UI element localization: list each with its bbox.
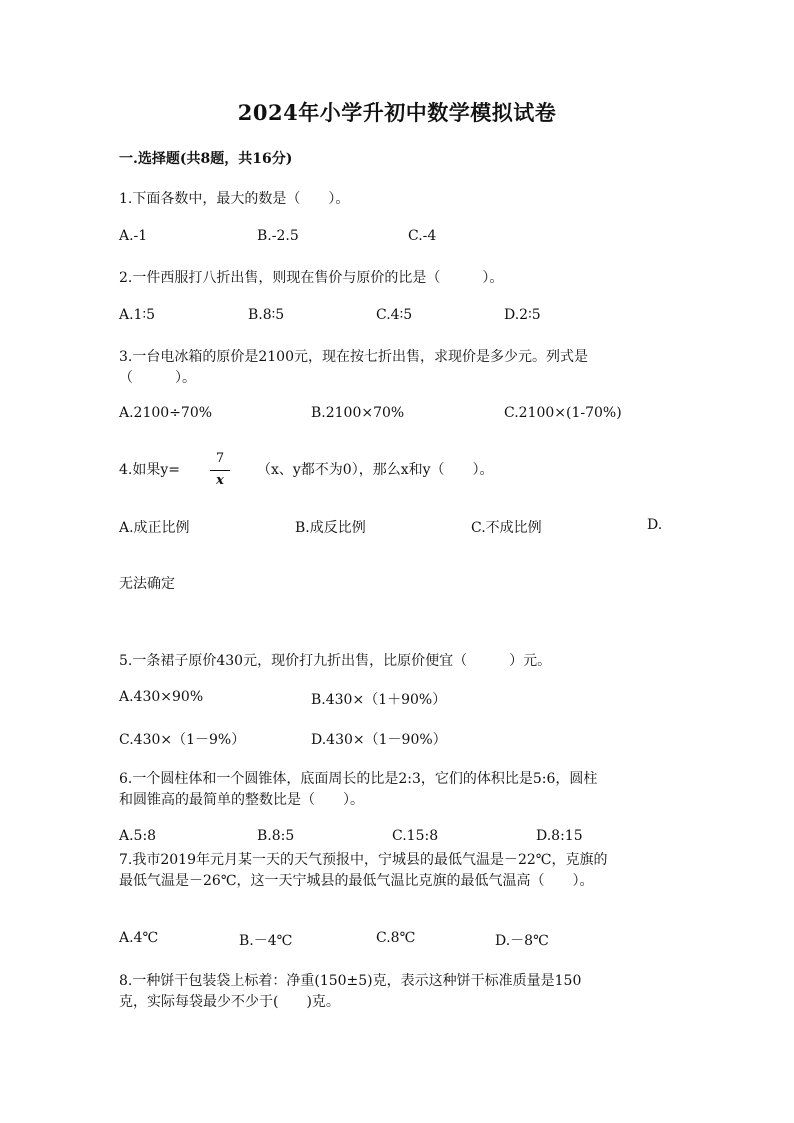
question-3-stem-line-2: （ ）。 (119, 370, 196, 386)
question-4-option-c: C.不成比例 (471, 520, 542, 536)
question-2-option-d: D.2∶5 (504, 307, 541, 323)
question-2-stem: 2.一件西服打八折出售，则现在售价与原价的比是（ ）。 (119, 270, 504, 286)
question-2-option-c: C.4∶5 (376, 307, 413, 323)
section-heading: 一.选择题(共8题，共16分) (119, 151, 293, 167)
question-1-stem: 1.下面各数中，最大的数是（ ）。 (119, 191, 350, 207)
question-3-stem-line-1: 3.一台电冰箱的原价是2100元，现在按七折出售，求现价是多少元。列式是 (119, 349, 588, 365)
question-6-option-b: B.8:5 (257, 828, 295, 844)
question-6-option-d: D.8:15 (536, 828, 583, 844)
fraction-7-over-x (210, 452, 230, 488)
question-5-option-d: D.430×（1－90%） (311, 732, 447, 748)
question-3-option-a: A.2100÷70% (119, 405, 213, 421)
question-6-option-a: A.5:8 (119, 828, 157, 844)
question-7-option-b: B.－4℃ (239, 933, 293, 949)
question-8-stem-line-1: 8.一种饼干包装袋上标着：净重(150±5)克，表示这种饼干标准质量是150 (119, 973, 582, 989)
question-5-stem: 5.一条裙子原价430元，现价打九折出售，比原价便宜（ ）元。 (119, 653, 552, 669)
question-1-option-b: B.-2.5 (257, 228, 299, 244)
question-6-option-c: C.15:8 (392, 828, 439, 844)
question-7-option-c: C.8℃ (376, 930, 416, 946)
question-7-option-a: A.4℃ (119, 930, 159, 946)
question-6-stem-line-2: 和圆锥高的最简单的整数比是（ ）。 (119, 792, 364, 808)
question-4-option-b: B.成反比例 (295, 520, 366, 536)
question-4-stem-prefix: 4.如果y= (119, 462, 180, 478)
question-6-stem-line-1: 6.一个圆柱体和一个圆锥体，底面周长的比是2:3，它们的体积比是5:6，圆柱 (119, 771, 598, 787)
question-3-option-c: C.2100×(1-70%) (504, 405, 622, 421)
question-1-option-a: A.-1 (119, 228, 148, 244)
question-4-option-d-text: 无法确定 (119, 576, 175, 592)
fraction-denominator: x (216, 473, 224, 488)
question-4-option-d: D. (647, 517, 663, 533)
fraction-numerator: 7 (210, 452, 230, 471)
question-2-option-a: A.1∶5 (119, 307, 156, 323)
question-5-option-a: A.430×90% (119, 689, 204, 705)
question-3-option-b: B.2100×70% (311, 405, 405, 421)
page-title: 2024年小学升初中数学模拟试卷 (237, 100, 557, 125)
question-4-option-a: A.成正比例 (119, 520, 190, 536)
question-7-stem-line-2: 最低气温是－26℃，这一天宁城县的最低气温比克旗的最低气温高（ ）。 (119, 873, 594, 889)
question-4-stem-suffix: （x、y都不为0），那么x和y（ ）。 (257, 462, 494, 478)
question-7-stem-line-1: 7.我市2019年元月某一天的天气预报中，宁城县的最低气温是－22℃，克旗的 (119, 852, 608, 868)
question-5-option-c: C.430×（1－9%） (119, 732, 246, 748)
question-2-option-b: B.8∶5 (248, 307, 285, 323)
question-7-option-d: D.－8℃ (495, 933, 549, 949)
question-8-stem-line-2: 克，实际每袋最少不少于( )克。 (119, 994, 340, 1010)
question-1-option-c: C.-4 (408, 228, 437, 244)
question-5-option-b: B.430×（1＋90%） (311, 692, 447, 708)
